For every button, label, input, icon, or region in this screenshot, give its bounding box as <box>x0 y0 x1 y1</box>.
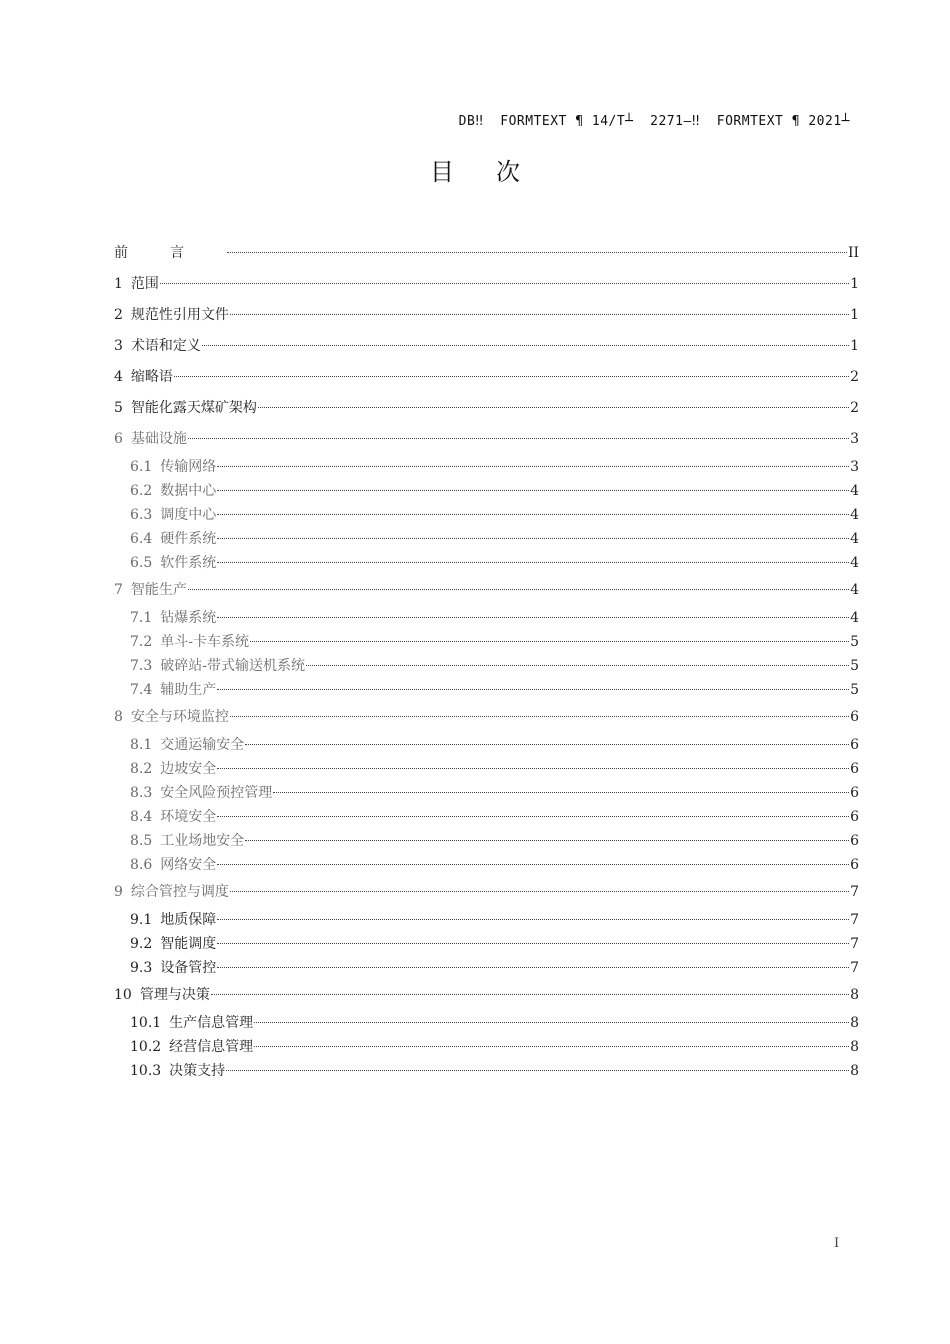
toc-entry-number: 7.2 <box>130 634 153 650</box>
toc-entry-number: 8.5 <box>130 833 153 849</box>
toc-leader-dots <box>217 561 849 563</box>
toc-leader-dots <box>226 1069 849 1071</box>
toc-entry-number: 8 <box>114 709 123 725</box>
toc-entry-number: 6 <box>114 431 123 447</box>
toc-entry-number: 2 <box>114 307 123 323</box>
toc-entry-page: 6 <box>850 785 859 801</box>
toc-entry-page: 6 <box>850 857 859 873</box>
toc-subentry[interactable] <box>114 1011 859 1035</box>
toc-leader-dots <box>306 664 849 666</box>
toc-entry[interactable] <box>114 575 859 606</box>
toc-leader-dots <box>227 251 847 253</box>
toc-entry-number: 10.2 <box>130 1039 162 1055</box>
toc-leader-dots <box>217 465 849 467</box>
toc-entry-label: 智能化露天煤矿架构 <box>130 400 257 416</box>
toc-entry-number: 5 <box>114 400 123 416</box>
toc-entry-label: 单斗-卡车系统 <box>160 634 249 650</box>
toc-subentry[interactable] <box>114 606 859 630</box>
toc-entry-label: 地质保障 <box>160 912 217 928</box>
toc-subentry[interactable] <box>114 1035 859 1059</box>
toc-entry-label: 软件系统 <box>160 555 217 571</box>
toc-leader-dots <box>258 406 849 408</box>
toc-entry-label: 边坡安全 <box>160 761 217 777</box>
toc-leader-dots <box>217 616 849 618</box>
toc-leader-dots <box>202 344 849 346</box>
toc-entry-label: 经营信息管理 <box>169 1039 254 1055</box>
toc-entry[interactable] <box>114 238 859 269</box>
toc-entry-page: 1 <box>850 276 859 292</box>
toc-entry-page: 2 <box>850 400 859 416</box>
toc-entry-number: 4 <box>114 369 123 385</box>
toc-entry-number: 7.4 <box>130 682 153 698</box>
document-header-code: DB‼ FORMTEXT ¶ 14/T┴ 2271—‼ FORMTEXT ¶ 2021┴ <box>458 114 850 129</box>
toc-subentry[interactable] <box>114 829 859 853</box>
toc-leader-dots <box>217 942 849 944</box>
toc-entry-number: 7.3 <box>130 658 153 674</box>
toc-entry-page: 2 <box>850 369 859 385</box>
toc-entry-page: 7 <box>850 936 859 952</box>
toc-subentry[interactable] <box>114 503 859 527</box>
toc-leader-dots <box>230 313 849 315</box>
toc-entry-number: 6.4 <box>130 531 153 547</box>
toc-subentry[interactable] <box>114 805 859 829</box>
toc-subentry[interactable] <box>114 630 859 654</box>
toc-leader-dots <box>250 640 849 642</box>
toc-leader-dots <box>217 918 849 920</box>
toc-entry-page: 8 <box>850 1063 859 1079</box>
toc-entry-page: 7 <box>850 960 859 976</box>
toc-entry-label: 调度中心 <box>160 507 217 523</box>
toc-leader-dots <box>217 767 849 769</box>
toc-leader-dots <box>188 437 849 439</box>
toc-entry-number: 9.1 <box>130 912 153 928</box>
toc-entry-page: 8 <box>850 1015 859 1031</box>
toc-subentry[interactable] <box>114 654 859 678</box>
toc-entry-page: 8 <box>850 987 859 1003</box>
toc-entry[interactable] <box>114 702 859 733</box>
toc-entry-page: 4 <box>850 507 859 523</box>
toc-entry-page: 1 <box>850 307 859 323</box>
toc-entry-number: 9.3 <box>130 960 153 976</box>
toc-leader-dots <box>245 743 849 745</box>
toc-subentry[interactable] <box>114 455 859 479</box>
toc-entry-number: 9 <box>114 884 123 900</box>
toc-entry[interactable] <box>114 362 859 393</box>
toc-entry-label: 硬件系统 <box>160 531 217 547</box>
toc-entry-page: 7 <box>850 884 859 900</box>
toc-leader-dots <box>245 839 849 841</box>
toc-subentry[interactable] <box>114 479 859 503</box>
toc-entry-page: 6 <box>850 833 859 849</box>
toc-entry-number: 8.1 <box>130 737 153 753</box>
toc-entry-page: II <box>847 245 859 261</box>
toc-subentry[interactable] <box>114 678 859 702</box>
toc-entry-number: 6.5 <box>130 555 153 571</box>
toc-leader-dots <box>254 1021 849 1023</box>
toc-entry[interactable] <box>114 980 859 1011</box>
toc-leader-dots <box>230 890 849 892</box>
toc-entry-page: 6 <box>850 761 859 777</box>
toc-leader-dots <box>217 966 849 968</box>
toc-subentry[interactable] <box>114 1059 859 1083</box>
toc-leader-dots <box>230 715 849 717</box>
toc-entry-label: 辅助生产 <box>160 682 217 698</box>
toc-entry-label: 范围 <box>130 276 159 292</box>
toc-subentry[interactable] <box>114 956 859 980</box>
toc-entry-page: 6 <box>850 709 859 725</box>
toc-leader-dots <box>217 863 849 865</box>
toc-entry-label: 破碎站-带式输送机系统 <box>160 658 305 674</box>
toc-entry-number: 8.4 <box>130 809 153 825</box>
toc-entry-label: 交通运输安全 <box>160 737 245 753</box>
toc-entry-page: 5 <box>850 682 859 698</box>
table-of-contents <box>114 238 859 1083</box>
toc-entry-number: 10.3 <box>130 1063 162 1079</box>
toc-entry-page: 4 <box>850 483 859 499</box>
toc-subentry[interactable] <box>114 908 859 932</box>
toc-subentry[interactable] <box>114 757 859 781</box>
toc-leader-dots <box>217 815 849 817</box>
toc-leader-dots <box>160 282 849 284</box>
toc-entry-page: 4 <box>850 531 859 547</box>
toc-entry-number: 10 <box>114 987 132 1003</box>
toc-entry-label: 工业场地安全 <box>160 833 245 849</box>
toc-entry-number: 6.1 <box>130 459 153 475</box>
toc-entry-label: 管理与决策 <box>139 987 210 1003</box>
toc-leader-dots <box>217 688 849 690</box>
toc-leader-dots <box>273 791 849 793</box>
toc-entry-page: 4 <box>850 555 859 571</box>
toc-entry-label: 综合管控与调度 <box>130 884 229 900</box>
toc-subentry[interactable] <box>114 551 859 575</box>
toc-entry-number: 1 <box>114 276 123 292</box>
toc-entry-label: 钻爆系统 <box>160 610 217 626</box>
toc-entry-page: 4 <box>850 610 859 626</box>
toc-entry-page: 8 <box>850 1039 859 1055</box>
toc-entry-page: 5 <box>850 634 859 650</box>
toc-entry-label: 智能生产 <box>130 582 187 598</box>
toc-entry-number: 10.1 <box>130 1015 162 1031</box>
toc-leader-dots <box>174 375 849 377</box>
toc-leader-dots <box>211 993 849 995</box>
toc-entry-number: 6.2 <box>130 483 153 499</box>
toc-leader-dots <box>217 537 849 539</box>
toc-entry-page: 1 <box>850 338 859 354</box>
toc-entry[interactable] <box>114 393 859 424</box>
toc-entry-label: 决策支持 <box>169 1063 226 1079</box>
title-char-2: 次 <box>496 158 520 186</box>
toc-entry-number: 3 <box>114 338 123 354</box>
footer-page-number: I <box>834 1236 840 1251</box>
toc-entry-page: 5 <box>850 658 859 674</box>
toc-entry-number: 6.3 <box>130 507 153 523</box>
toc-subentry[interactable] <box>114 733 859 757</box>
toc-entry-label: 规范性引用文件 <box>130 307 229 323</box>
toc-entry-label: 基础设施 <box>130 431 187 447</box>
toc-subentry[interactable] <box>114 932 859 956</box>
toc-entry-page: 3 <box>850 459 859 475</box>
toc-entry-label: 网络安全 <box>160 857 217 873</box>
toc-entry-number: 8.3 <box>130 785 153 801</box>
toc-entry-label: 前言 <box>114 245 226 261</box>
toc-entry-label: 安全与环境监控 <box>130 709 229 725</box>
toc-entry-label: 术语和定义 <box>130 338 201 354</box>
toc-leader-dots <box>217 513 849 515</box>
toc-entry-label: 环境安全 <box>160 809 217 825</box>
toc-entry-page: 6 <box>850 809 859 825</box>
toc-entry-label: 设备管控 <box>160 960 217 976</box>
toc-entry-number: 7 <box>114 582 123 598</box>
toc-entry-page: 4 <box>850 582 859 598</box>
toc-entry[interactable] <box>114 331 859 362</box>
toc-leader-dots <box>217 489 849 491</box>
toc-entry-label: 安全风险预控管理 <box>160 785 273 801</box>
toc-entry-page: 7 <box>850 912 859 928</box>
toc-entry-page: 3 <box>850 431 859 447</box>
toc-entry-label: 缩略语 <box>130 369 173 385</box>
page-title <box>0 152 950 187</box>
toc-entry[interactable] <box>114 300 859 331</box>
toc-entry-label: 传输网络 <box>160 459 217 475</box>
toc-entry-number: 8.2 <box>130 761 153 777</box>
toc-entry[interactable] <box>114 424 859 455</box>
toc-leader-dots <box>254 1045 849 1047</box>
toc-entry-number: 9.2 <box>130 936 153 952</box>
toc-entry[interactable] <box>114 269 859 300</box>
toc-entry-page: 6 <box>850 737 859 753</box>
toc-entry-number: 8.6 <box>130 857 153 873</box>
toc-entry-label: 数据中心 <box>160 483 217 499</box>
toc-entry-label: 生产信息管理 <box>169 1015 254 1031</box>
title-char-1: 目 <box>430 158 454 186</box>
toc-subentry[interactable] <box>114 853 859 877</box>
toc-entry-number: 7.1 <box>130 610 153 626</box>
toc-entry-label: 智能调度 <box>160 936 217 952</box>
toc-subentry[interactable] <box>114 781 859 805</box>
toc-subentry[interactable] <box>114 527 859 551</box>
toc-leader-dots <box>188 588 849 590</box>
toc-entry[interactable] <box>114 877 859 908</box>
